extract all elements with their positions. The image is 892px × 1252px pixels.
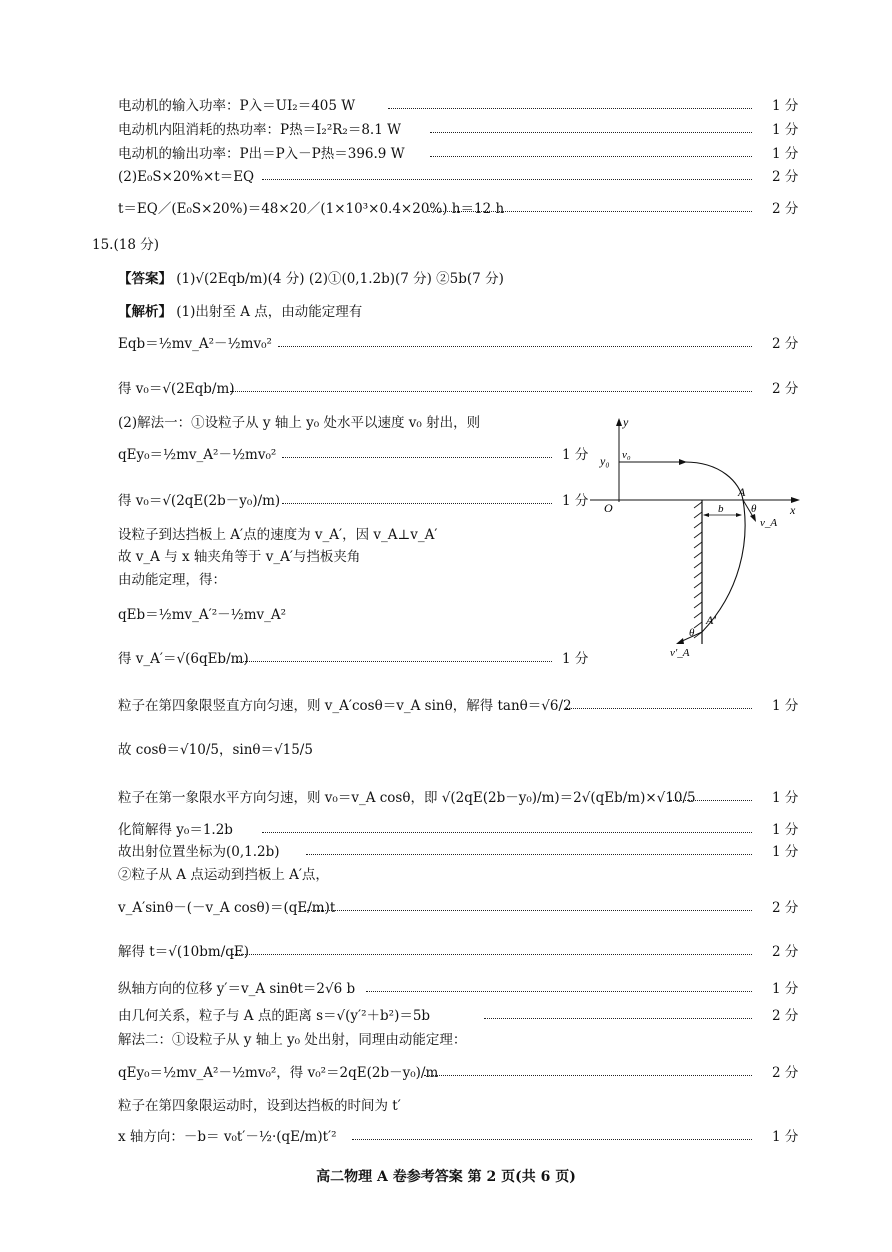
score-label: 1 分	[772, 822, 799, 838]
b-arrow-left	[703, 513, 709, 517]
solution-line: qEy₀＝½mv_A²－½mv₀²	[118, 447, 277, 463]
dot-leader	[230, 391, 752, 392]
x-axis-label: x	[790, 503, 796, 517]
score-label: 2 分	[772, 900, 799, 916]
score-label: 1 分	[772, 146, 799, 162]
dot-leader	[232, 954, 752, 955]
solution-line: (2)E₀S×20%×t＝EQ	[118, 169, 255, 185]
score-label: 2 分	[772, 169, 799, 185]
solution-line: 化简解得 y₀＝1.2b	[118, 822, 233, 838]
dot-leader	[236, 661, 552, 662]
solution-line: 电动机内阻消耗的热功率：P热＝I₂²R₂＝8.1 W	[118, 122, 401, 138]
origin-label: O	[604, 501, 613, 515]
solution-line: 故出射位置坐标为(0,1.2b)	[118, 844, 280, 860]
point-a-prime-label: A′	[706, 613, 716, 627]
solution-line: 得 v₀＝√(2Eqb/m)	[118, 381, 235, 397]
solution-line: 解得 t＝√(10bm/qE)	[118, 944, 250, 960]
solution-line: 由动能定理，得：	[118, 572, 226, 588]
solution-line: 得 v₀＝√(2qE(2b－y₀)/m)	[118, 493, 281, 509]
solution-line: ②粒子从 A 点运动到挡板上 A′点，	[118, 867, 329, 883]
score-label: 1 分	[772, 698, 799, 714]
b-label: b	[718, 503, 724, 515]
dot-leader	[304, 910, 752, 911]
solution-line: 得 v_A′＝√(6qEb/m)	[118, 651, 249, 667]
va-arrow	[750, 514, 756, 522]
solution-line: 纵轴方向的位移 y′＝v_A sinθt＝2√6 b	[118, 981, 356, 997]
dot-leader	[262, 179, 752, 180]
solution-line: 故 cosθ＝√10/5，sinθ＝√15/5	[118, 742, 313, 758]
theta2-label: θ	[689, 627, 695, 639]
score-label: 1 分	[772, 790, 799, 806]
baffle-hatching	[694, 502, 702, 638]
page-footer: 高二物理 A 卷参考答案 第 2 页(共 6 页)	[316, 1169, 576, 1185]
b-arrow-right	[736, 513, 742, 517]
solution-line: Eqb＝½mv_A²－½mv₀²	[118, 336, 272, 352]
dot-leader	[566, 708, 752, 709]
score-label: 1 分	[562, 651, 589, 667]
dot-leader	[262, 832, 752, 833]
dot-leader	[484, 1018, 752, 1019]
score-label: 1 分	[772, 844, 799, 860]
y-axis-label: y	[623, 415, 629, 429]
solution-line: v_A′sinθ－(－v_A cosθ)＝(qE/m)t	[118, 900, 336, 916]
score-label: 1 分	[562, 493, 589, 509]
va-prime-label: v′_A	[670, 647, 690, 659]
score-label: 1 分	[772, 981, 799, 997]
solution-line: 故 v_A 与 x 轴夹角等于 v_A′与挡板夹角	[118, 549, 361, 565]
score-label: 2 分	[772, 201, 799, 217]
solution-line: 电动机的输出功率：P出＝P入－P热＝396.9 W	[118, 146, 405, 162]
y0-label: y₀	[600, 454, 610, 468]
dot-leader	[278, 346, 752, 347]
solution-line: 【解析】 (1)出射至 A 点，由动能定理有	[118, 304, 363, 320]
solution-line: qEy₀＝½mv_A²－½mv₀²，得 v₀²＝2qE(2b－y₀)/m	[118, 1065, 439, 1081]
v0-label: v₀	[622, 449, 631, 461]
dot-leader	[388, 108, 752, 109]
solution-line: 设粒子到达挡板上 A′点的速度为 v_A′，因 v_A⊥v_A′	[118, 527, 438, 543]
y-axis-arrow	[616, 418, 622, 426]
dot-leader	[428, 211, 752, 212]
solution-line: 粒子在第四象限竖直方向匀速，则 v_A′cosθ＝v_A sinθ，解得 tanθ＝√6/2	[118, 698, 572, 714]
solution-line: 解法二：①设粒子从 y 轴上 y₀ 处出射，同理由动能定理：	[118, 1032, 467, 1048]
solution-line: 由几何关系，粒子与 A 点的距离 s＝√(y′²＋b²)＝5b	[118, 1008, 431, 1024]
score-label: 1 分	[562, 447, 589, 463]
solution-line: 粒子在第四象限运动时，设到达挡板的时间为 t′	[118, 1098, 401, 1114]
dot-leader	[430, 132, 752, 133]
solution-line: t＝EQ／(E₀S×20%)＝48×20／(1×10³×0.4×20%) h＝12 h	[118, 201, 505, 217]
dot-leader	[670, 800, 752, 801]
score-label: 2 分	[772, 381, 799, 397]
score-label: 2 分	[772, 336, 799, 352]
score-label: 1 分	[772, 98, 799, 114]
dot-leader	[366, 991, 752, 992]
dot-leader	[424, 1075, 752, 1076]
solution-line: x 轴方向：－b＝ v₀t′－½·(qE/m)t′²	[118, 1129, 337, 1145]
trajectory-diagram	[590, 412, 810, 662]
point-a-label: A	[738, 485, 746, 499]
theta-label: θ	[751, 503, 757, 515]
score-label: 2 分	[772, 1065, 799, 1081]
solution-line: qEb＝½mv_A′²－½mv_A²	[118, 607, 287, 623]
score-label: 1 分	[772, 122, 799, 138]
score-label: 2 分	[772, 1008, 799, 1024]
solution-line: 粒子在第一象限水平方向匀速，则 v₀＝v_A cosθ，即 √(2qE(2b－y₀)/m)＝2√(qEb/m)×√10/5	[118, 790, 696, 806]
solution-line: 15.(18 分)	[92, 237, 159, 253]
va-prime-arrow	[676, 638, 684, 644]
score-label: 1 分	[772, 1129, 799, 1145]
solution-line: 【答案】 (1)√(2Eqb/m)(4 分) (2)①(0,1.2b)(7 分) ②5b(7 分)	[118, 271, 504, 287]
dot-leader	[282, 457, 552, 458]
solution-line: (2)解法一：①设粒子从 y 轴上 y₀ 处水平以速度 v₀ 射出，则	[118, 415, 481, 431]
dot-leader	[282, 503, 552, 504]
solution-line: 电动机的输入功率：P入＝UI₂＝405 W	[118, 98, 356, 114]
va-label: v_A	[760, 517, 778, 529]
score-label: 2 分	[772, 944, 799, 960]
dot-leader	[352, 1139, 752, 1140]
dot-leader	[306, 854, 752, 855]
trajectory-curve	[685, 462, 745, 632]
dot-leader	[430, 156, 752, 157]
